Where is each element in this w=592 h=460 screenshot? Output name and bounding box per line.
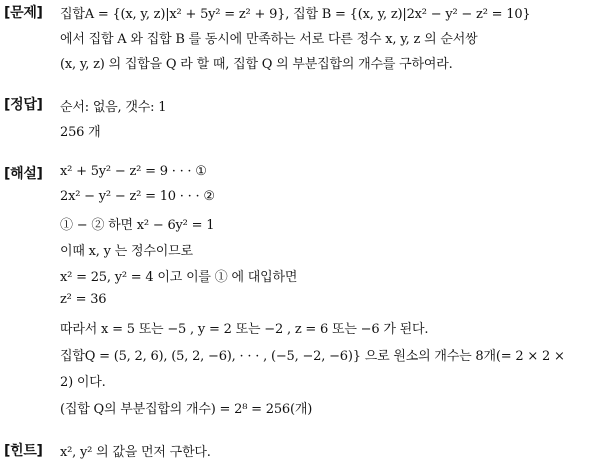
solution-line-9: 2) 이다.: [60, 375, 106, 390]
solution-label: [해설]: [4, 166, 43, 182]
solution-line-1: x² + 5y² − z² = 9 · · · ①: [60, 164, 207, 179]
solution-line-7: 따라서 x = 5 또는 −5 , y = 2 또는 −2 , z = 6 또는 −6 가 된다.: [60, 322, 429, 337]
hint-label: [힌트]: [4, 443, 43, 459]
solution-line-2: 2x² − y² − z² = 10 · · · ②: [60, 189, 215, 204]
solution-line-4: 이때 x, y 는 정수이므로: [60, 244, 193, 259]
problem-label: [문제]: [4, 5, 43, 21]
solution-line-5: x² = 25, y² = 4 이고 이를 ① 에 대입하면: [60, 270, 298, 285]
solution-line-8: 집합Q = (5, 2, 6), (5, 2, −6), · · · , (−5, −2, −6)} 으로 원소의 개수는 8개(= 2 × 2 ×: [60, 349, 565, 364]
answer-line-1: 순서: 없음, 갯수: 1: [60, 100, 167, 115]
problem-line-3: (x, y, z) 의 집합을 Q 라 할 때, 집합 Q 의 부분집합의 개수를 구하여라.: [60, 57, 453, 72]
solution-line-10: (집합 Q의 부분집합의 개수) = 2⁸ = 256(개): [60, 402, 313, 417]
answer-line-2: 256 개: [60, 125, 101, 140]
problem-line-2: 에서 집합 A 와 집합 B 를 동시에 만족하는 서로 다른 정수 x, y, z 의 순서쌍: [60, 32, 478, 47]
solution-line-3: ① − ② 하면 x² − 6y² = 1: [60, 218, 215, 233]
hint-line-1: x², y² 의 값을 먼저 구한다.: [60, 445, 211, 460]
solution-line-6: z² = 36: [60, 292, 107, 307]
answer-label: [정답]: [4, 97, 43, 113]
problem-line-1: 집합A = {(x, y, z)|x² + 5y² = z² + 9}, 집합 B = {(x, y, z)|2x² − y² − z² = 10}: [60, 7, 531, 22]
